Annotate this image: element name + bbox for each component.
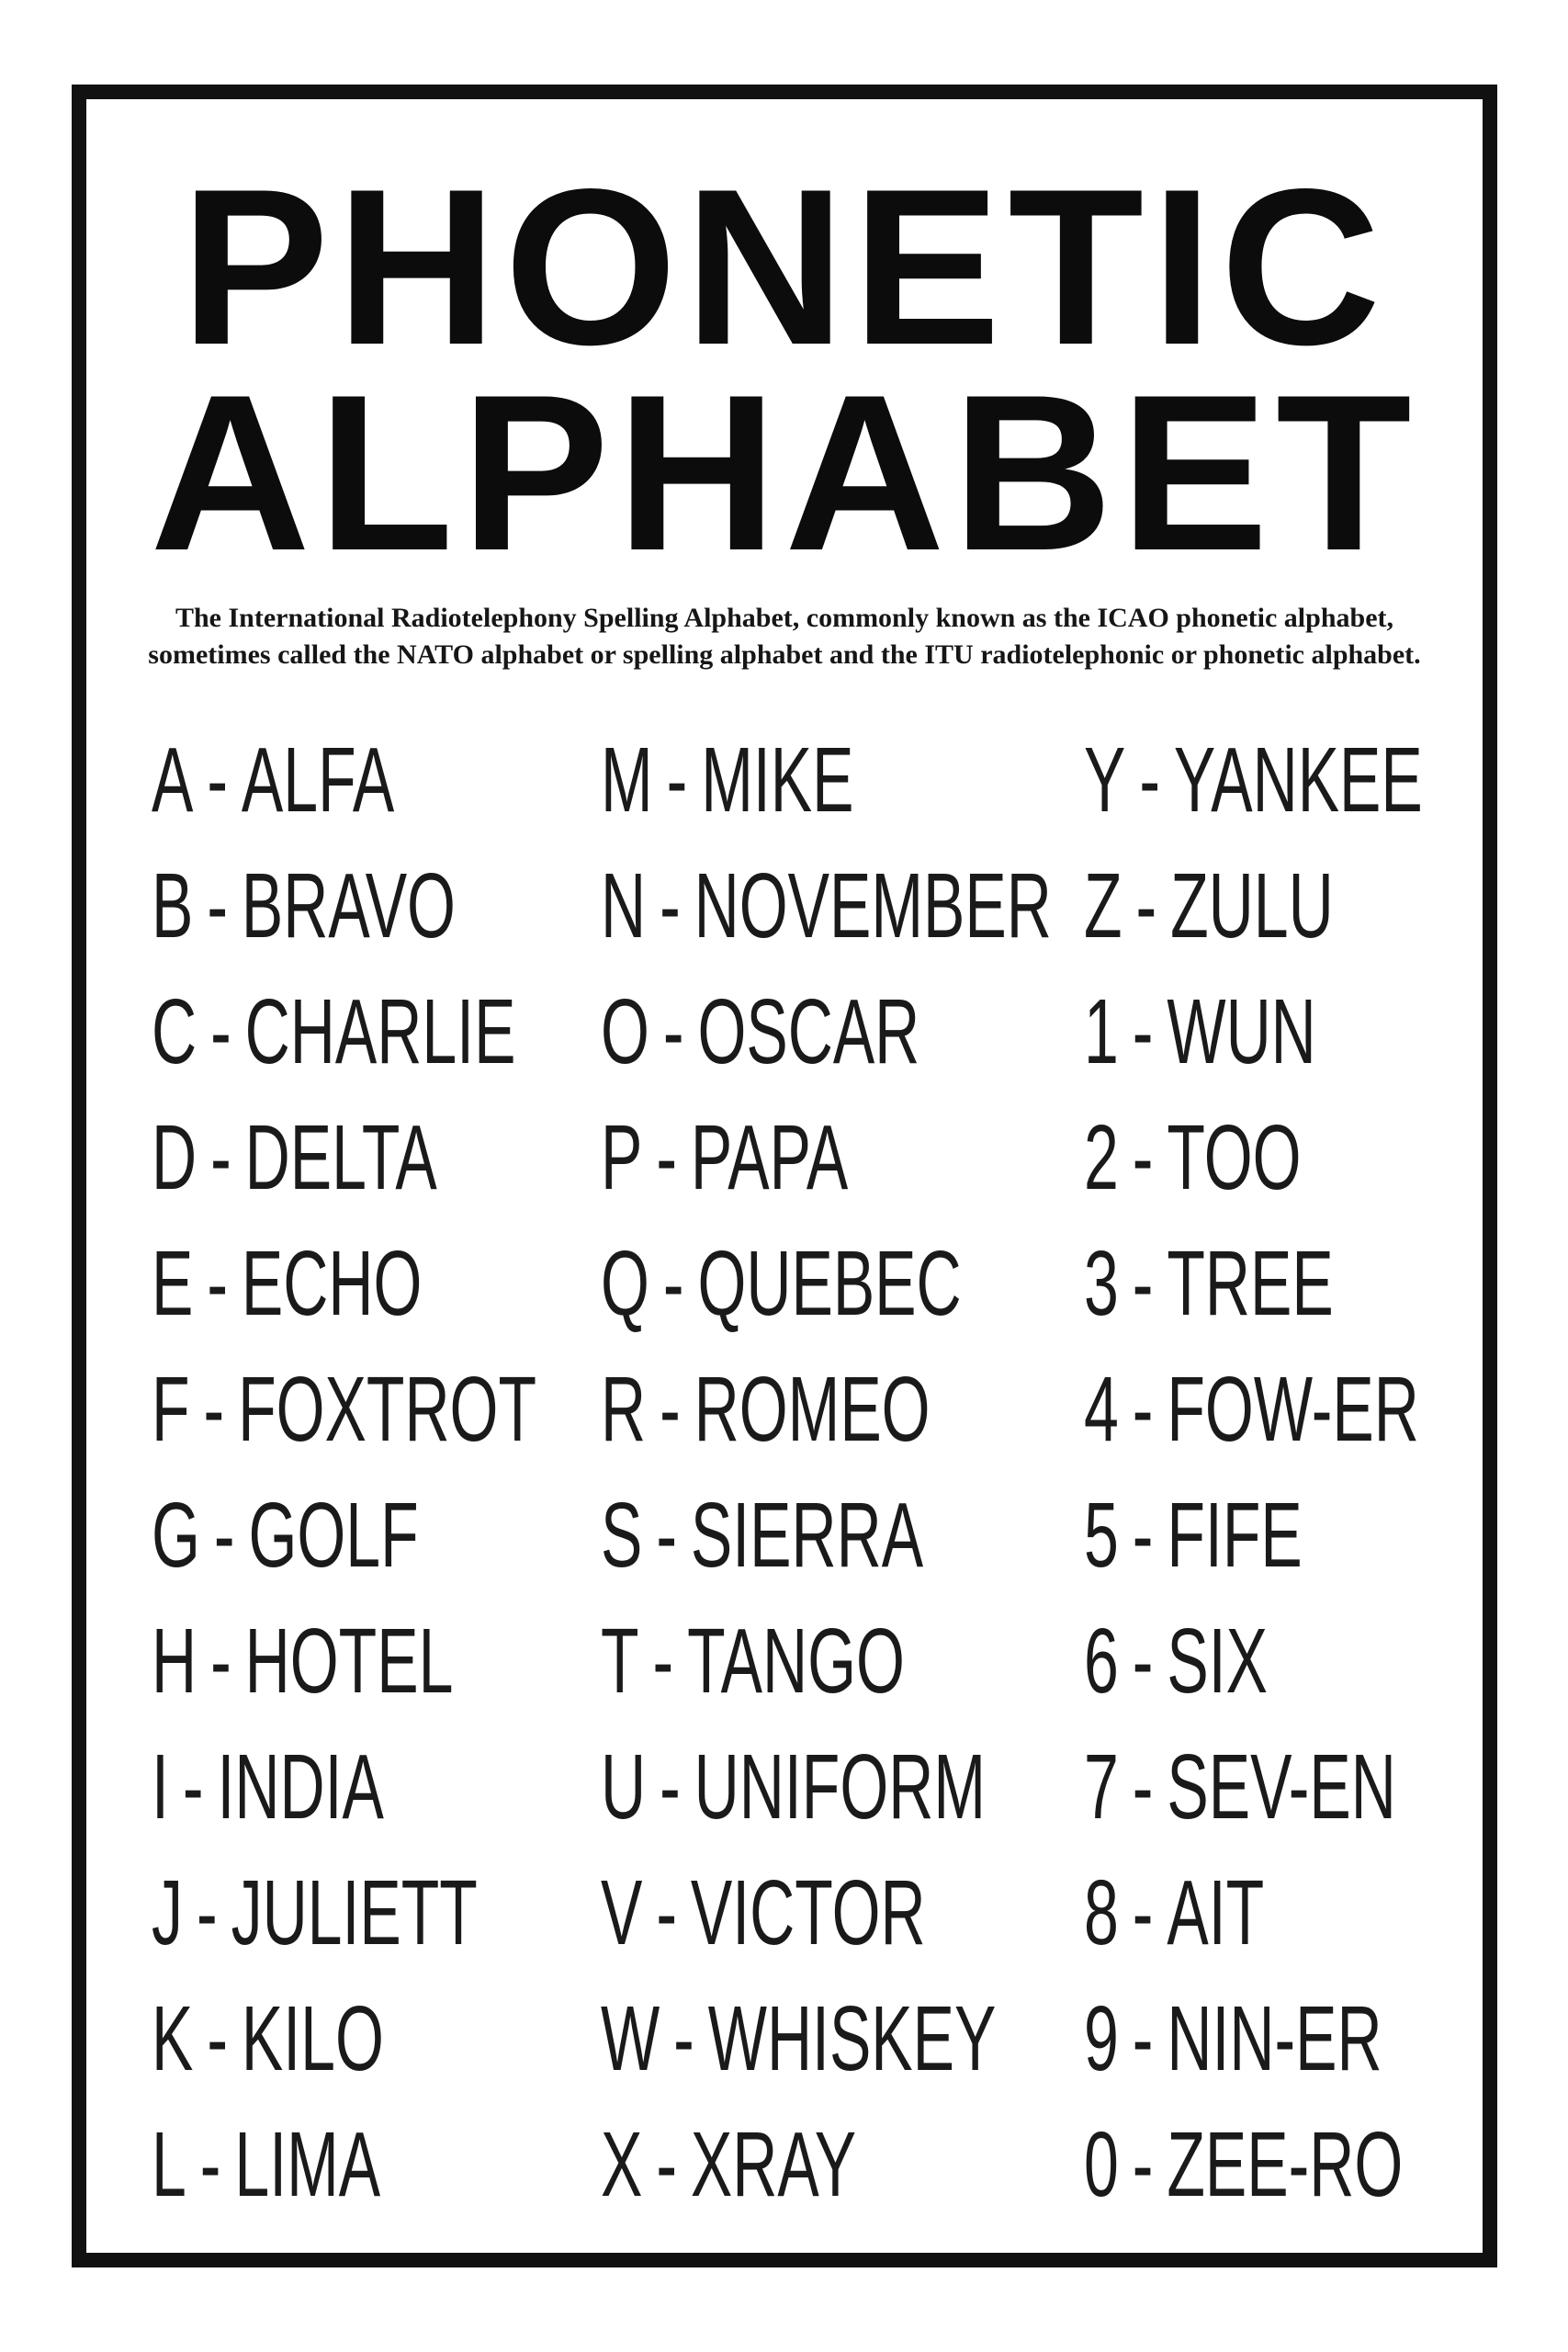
alphabet-column (152, 718, 536, 2228)
entry-symbol: 4 (1084, 1358, 1119, 1461)
entry-symbol: 6 (1084, 1610, 1119, 1713)
entry-symbol: 1 (1084, 980, 1119, 1083)
entry-symbol: K (152, 1987, 194, 2090)
list-item (601, 843, 1052, 969)
entry-word: GOLF (248, 1484, 419, 1587)
subtitle-line-1: The International Radiotelephony Spelling Alphabet, commonly known as the ICAO phonetic alphabet, (175, 603, 1394, 633)
entry-symbol: R (601, 1358, 647, 1461)
poster-title (86, 143, 1483, 597)
phonetic-list (86, 718, 1483, 2229)
list-item (152, 1473, 536, 1599)
list-item (152, 1724, 536, 1850)
entry-symbol: 3 (1084, 1232, 1119, 1335)
entry-separator: - (1132, 2113, 1154, 2216)
entry-symbol: L (152, 2113, 186, 2216)
entry-word: TOO (1167, 1106, 1302, 1209)
entry-symbol: V (601, 1861, 643, 1964)
entry-word: XRAY (690, 2113, 857, 2216)
entry-word: ECHO (241, 1232, 423, 1335)
list-item (601, 1347, 1052, 1473)
entry-separator: - (182, 1736, 204, 1838)
entry-word: KILO (241, 1987, 384, 2090)
entry-separator: - (207, 854, 228, 957)
entry-separator: - (660, 1736, 681, 1838)
entry-word: OSCAR (697, 980, 920, 1083)
list-item (601, 1599, 1052, 1724)
list-item (152, 2102, 536, 2228)
entry-symbol: B (152, 854, 194, 957)
entry-symbol: 5 (1084, 1484, 1119, 1587)
entry-word: SIX (1167, 1610, 1269, 1713)
entry-word: QUEBEC (697, 1232, 962, 1335)
entry-symbol: C (152, 980, 197, 1083)
entry-separator: - (1135, 854, 1157, 957)
entry-separator: - (1132, 1484, 1154, 1587)
list-item (601, 2102, 1052, 2228)
entry-symbol: H (152, 1610, 197, 1713)
entry-word: HOTEL (244, 1610, 454, 1713)
list-item (1084, 1976, 1423, 2102)
entry-symbol: X (601, 2113, 643, 2216)
list-item (152, 1850, 536, 1976)
entry-symbol: 9 (1084, 1987, 1119, 2090)
entry-symbol: S (601, 1484, 643, 1587)
entry-word: UNIFORM (694, 1736, 986, 1838)
title-line-1: PHONETIC (180, 143, 1389, 391)
entry-symbol: E (152, 1232, 194, 1335)
list-item (152, 1347, 536, 1473)
alphabet-column (1084, 718, 1423, 2228)
list-item (152, 718, 536, 843)
entry-separator: - (207, 1232, 228, 1335)
list-item (152, 1976, 536, 2102)
list-item (1084, 1095, 1423, 1221)
entry-separator: - (196, 1861, 218, 1964)
poster-subtitle (86, 600, 1483, 673)
entry-separator: - (207, 729, 228, 831)
entry-separator: - (213, 1484, 235, 1587)
entry-word: NIN-ER (1167, 1987, 1382, 2090)
entry-symbol: J (152, 1861, 183, 1964)
entry-symbol: G (152, 1484, 200, 1587)
entry-symbol: P (601, 1106, 643, 1209)
entry-separator: - (656, 1106, 677, 1209)
list-item (1084, 969, 1423, 1095)
entry-separator: - (1132, 1610, 1154, 1713)
list-item (152, 1599, 536, 1724)
entry-word: SEV-EN (1167, 1736, 1396, 1838)
entry-symbol: 2 (1084, 1106, 1119, 1209)
entry-symbol: U (601, 1736, 647, 1838)
entry-separator: - (660, 854, 681, 957)
entry-separator: - (662, 980, 684, 1083)
list-item (1084, 718, 1423, 843)
entry-separator: - (1139, 729, 1160, 831)
entry-word: SIERRA (690, 1484, 924, 1587)
entry-word: DELTA (244, 1106, 437, 1209)
poster-frame (72, 85, 1497, 2267)
entry-separator: - (656, 1484, 677, 1587)
entry-symbol: T (601, 1610, 639, 1713)
entry-symbol: A (152, 729, 194, 831)
entry-word: WUN (1167, 980, 1316, 1083)
entry-separator: - (652, 1610, 674, 1713)
list-item (1084, 1599, 1423, 1724)
entry-separator: - (666, 729, 688, 831)
list-item (601, 1976, 1052, 2102)
entry-separator: - (1132, 1106, 1154, 1209)
list-item (601, 1095, 1052, 1221)
entry-separator: - (660, 1358, 681, 1461)
list-item (1084, 1221, 1423, 1347)
entry-word: ALFA (241, 729, 395, 831)
entry-word: FIFE (1167, 1484, 1303, 1587)
entry-separator: - (1132, 1861, 1154, 1964)
list-item (1084, 2102, 1423, 2228)
list-item (601, 1850, 1052, 1976)
list-item (152, 1221, 536, 1347)
entry-word: YANKEE (1173, 729, 1423, 831)
entry-word: NOVEMBER (694, 854, 1052, 957)
list-item (152, 969, 536, 1095)
entry-separator: - (656, 2113, 677, 2216)
subtitle-line-2: sometimes called the NATO alphabet or spelling alphabet and the ITU radiotelephonic or phonetic alphabet. (148, 639, 1421, 670)
entry-word: VICTOR (690, 1861, 926, 1964)
entry-word: BRAVO (241, 854, 456, 957)
entry-separator: - (1132, 1736, 1154, 1838)
entry-word: ROMEO (694, 1358, 931, 1461)
entry-separator: - (656, 1861, 677, 1964)
entry-symbol: O (601, 980, 649, 1083)
entry-symbol: Z (1084, 854, 1122, 957)
entry-word: MIKE (701, 729, 854, 831)
list-item (1084, 1347, 1423, 1473)
entry-word: ZEE-RO (1167, 2113, 1404, 2216)
entry-separator: - (1132, 980, 1154, 1083)
entry-symbol: D (152, 1106, 197, 1209)
list-item (1084, 1473, 1423, 1599)
entry-symbol: I (152, 1736, 169, 1838)
entry-separator: - (207, 1987, 228, 2090)
entry-word: LIMA (234, 2113, 381, 2216)
entry-word: AIT (1167, 1861, 1265, 1964)
entry-separator: - (1132, 1358, 1154, 1461)
entry-separator: - (199, 2113, 221, 2216)
entry-word: FOW-ER (1167, 1358, 1419, 1461)
entry-separator: - (203, 1358, 225, 1461)
list-item (601, 1221, 1052, 1347)
list-item (152, 1095, 536, 1221)
title-line-2: ALPHABET (150, 349, 1419, 597)
entry-word: FOXTROT (238, 1358, 536, 1461)
entry-word: JULIETT (231, 1861, 478, 1964)
entry-symbol: Y (1084, 729, 1126, 831)
list-item (1084, 1724, 1423, 1850)
list-item (601, 718, 1052, 843)
list-item (1084, 1850, 1423, 1976)
entry-separator: - (1132, 1987, 1154, 2090)
entry-symbol: F (152, 1358, 190, 1461)
alphabet-column (601, 718, 1052, 2228)
entry-separator: - (210, 1610, 231, 1713)
entry-separator: - (210, 980, 231, 1083)
entry-separator: - (210, 1106, 231, 1209)
entry-word: CHARLIE (244, 980, 516, 1083)
list-item (601, 969, 1052, 1095)
entry-separator: - (662, 1232, 684, 1335)
entry-word: TANGO (687, 1610, 905, 1713)
list-item (601, 1724, 1052, 1850)
entry-word: TREE (1167, 1232, 1334, 1335)
entry-separator: - (673, 1987, 694, 2090)
entry-word: PAPA (690, 1106, 849, 1209)
entry-word: ZULU (1170, 854, 1334, 957)
list-item (152, 843, 536, 969)
entry-word: WHISKEY (707, 1987, 997, 2090)
list-item (1084, 843, 1423, 969)
entry-symbol: 0 (1084, 2113, 1119, 2216)
entry-symbol: W (601, 1987, 660, 2090)
entry-symbol: 8 (1084, 1861, 1119, 1964)
entry-separator: - (1132, 1232, 1154, 1335)
entry-word: INDIA (217, 1736, 384, 1838)
list-item (601, 1473, 1052, 1599)
entry-symbol: M (601, 729, 653, 831)
entry-symbol: 7 (1084, 1736, 1119, 1838)
entry-symbol: N (601, 854, 647, 957)
entry-symbol: Q (601, 1232, 649, 1335)
